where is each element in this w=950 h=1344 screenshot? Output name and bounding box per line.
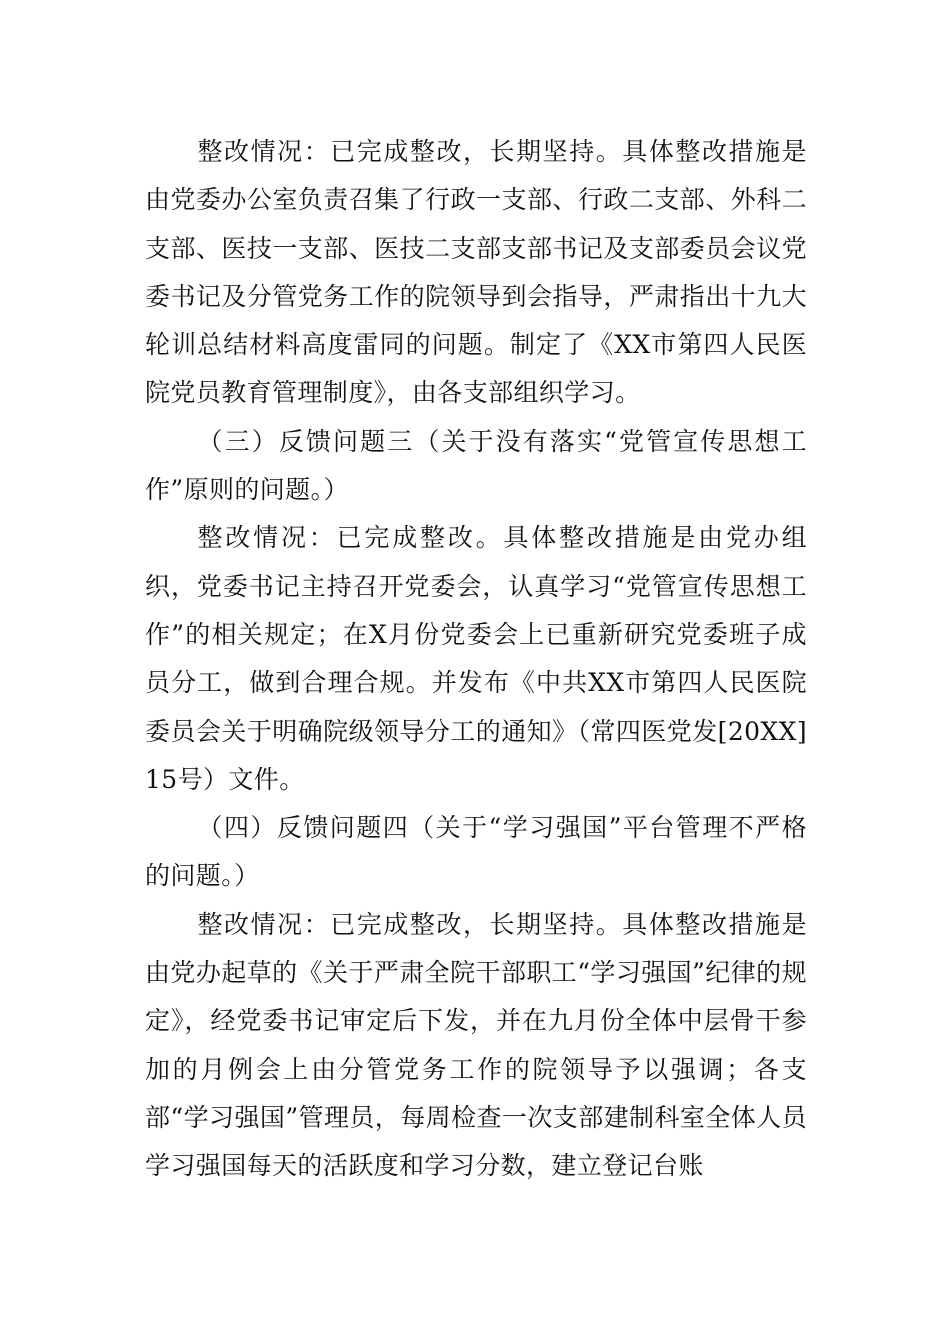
paragraph-feedback-issue-3: （三）反馈问题三（关于没有落实“党管宣传思想工作”原则的问题。） [145,426,807,505]
paragraph-rectification-status-4: 整改情况：已完成整改，长期坚持。具体整改措施是由党办起草的《关于严肃全院干部职工“学习强国”纪律的规定》，经党委书记审定后下发，并在九月份全体中层骨干参加的月例会上由分管党务工作的院领导予以强调；各支部“学习强国”管理员，每周检查一次支部建制科室全体人员学习强国每天的活跃度和学习分数，建立登记台账 [145,909,807,1181]
paragraph-rectification-status-1: 整改情况：已完成整改，长期坚持。具体整改措施是由党委办公室负责召集了行政一支部、行政二支部、外科二支部、医技一支部、医技二支部支部书记及支部委员会议党委书记及分管党务工作的院领导到会指导，严肃指出十九大轮训总结材料高度雷同的问题。制定了《XX市第四人民医院党员教育管理制度》，由各支部组织学习。 [145,137,807,408]
paragraph-feedback-issue-4: （四）反馈问题四（关于“学习强国”平台管理不严格的问题。） [145,813,807,891]
paragraph-rectification-status-3: 整改情况：已完成整改。具体整改措施是由党办组织，党委书记主持召开党委会，认真学习“党管宣传思想工作”的相关规定；在X月份党委会上已重新研究党委班子成员分工，做到合理合规。并发布《中共XX市第四人民医院委员会关于明确院级领导分工的通知》（常四医党发[20XX]15号）文件。 [145,523,807,794]
document-body [145,128,807,1191]
